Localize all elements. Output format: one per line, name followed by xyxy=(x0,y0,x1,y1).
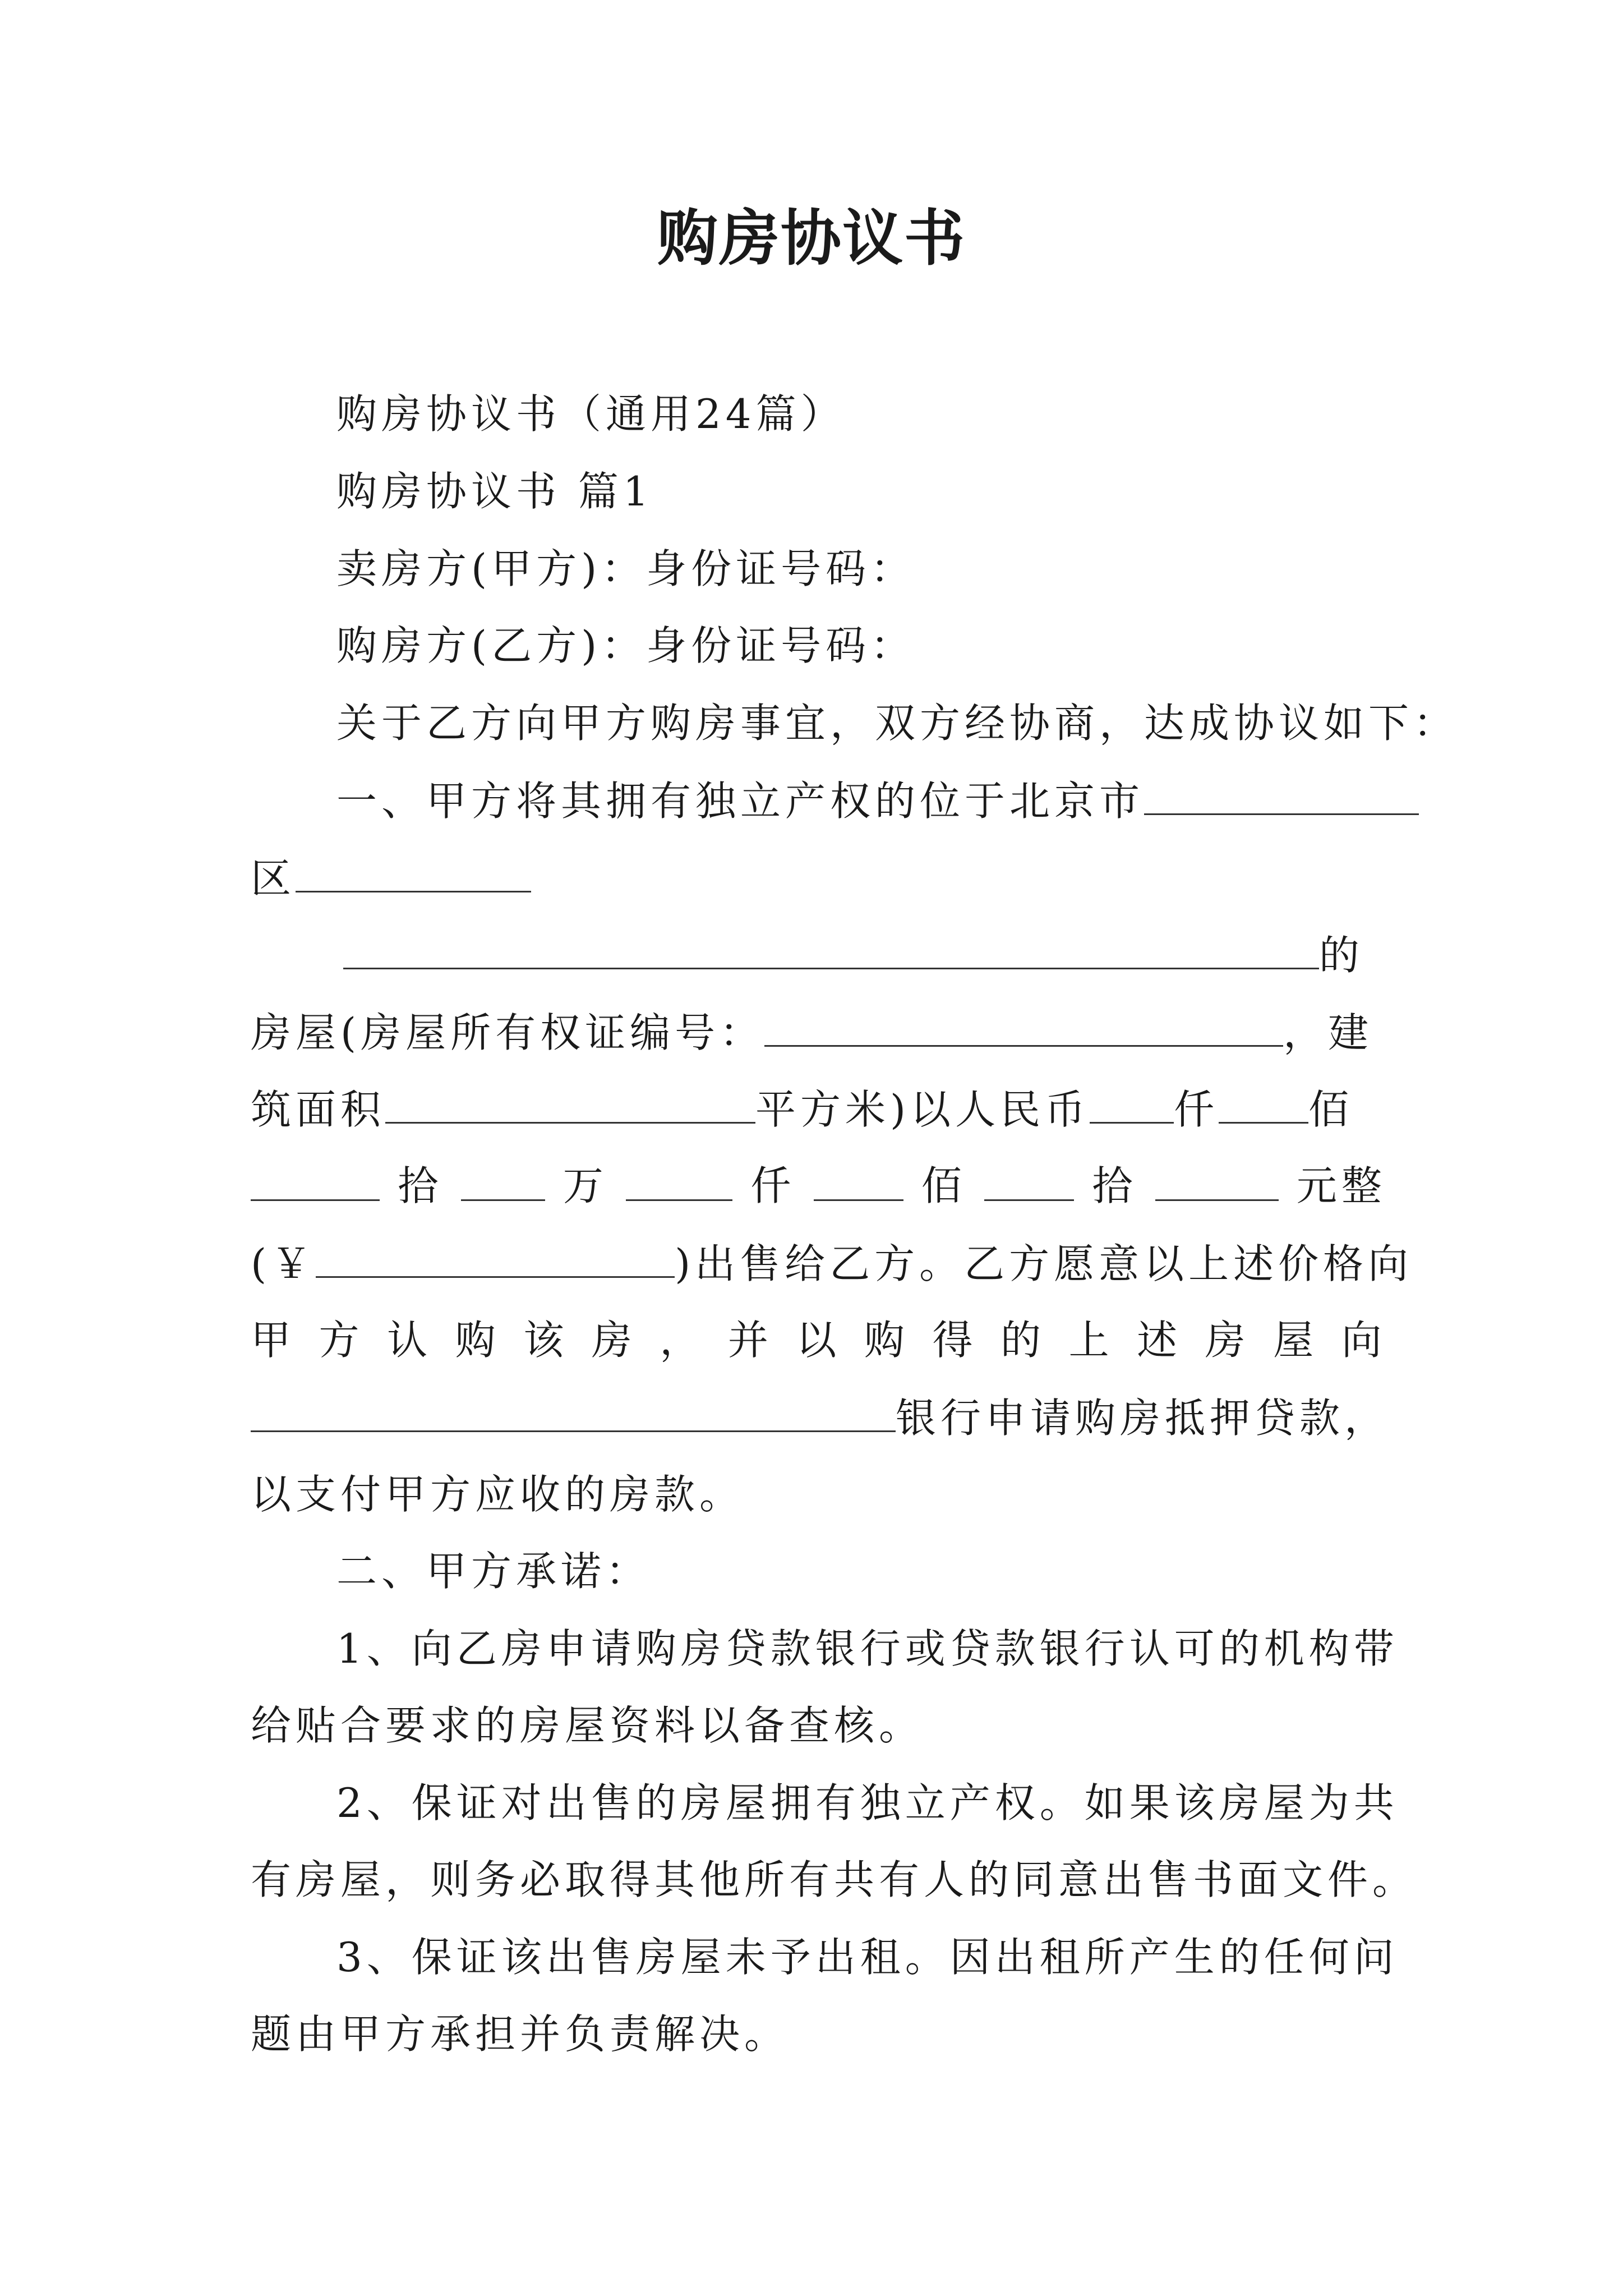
blank-field[interactable] xyxy=(984,1158,1074,1201)
blank-field[interactable] xyxy=(626,1158,732,1201)
clause-char: 房 xyxy=(1205,1317,1250,1364)
clause-char: 购 xyxy=(455,1317,500,1364)
clause-1-line-1 xyxy=(336,772,1386,829)
blank-field[interactable] xyxy=(385,1080,755,1124)
blank-field[interactable] xyxy=(316,1235,675,1278)
clause-1-line-5 xyxy=(251,1080,1386,1138)
clause-1-line-7 xyxy=(251,1235,1413,1292)
clause-1-line-10: 以支付甲方应收的房款。 xyxy=(251,1471,745,1518)
clause-text: 元整 xyxy=(1296,1162,1386,1209)
doc-subtitle: 购房协议书（通用24篇） xyxy=(336,390,846,438)
clause-char: 述 xyxy=(1137,1317,1182,1364)
clause-1-line-3 xyxy=(251,926,1386,983)
clause-1-line-8 xyxy=(251,1312,1386,1368)
blank-field[interactable] xyxy=(343,926,1319,969)
clause-char: 房 xyxy=(591,1317,637,1364)
clause-char: 上 xyxy=(1068,1317,1114,1364)
blank-field[interactable] xyxy=(764,1004,1283,1047)
clause-char: 方 xyxy=(319,1317,364,1364)
clause-text: 拾 xyxy=(1092,1162,1137,1209)
blank-field[interactable] xyxy=(296,849,531,892)
item-3-line-1: 3、保证该出售房屋未予出租。因出租所产生的任何问 xyxy=(336,1934,1399,1981)
blank-field[interactable] xyxy=(814,1158,903,1201)
section-2-heading: 二、甲方承诺： xyxy=(336,1548,651,1595)
clause-char: 该 xyxy=(523,1317,569,1364)
clause-char: 向 xyxy=(1341,1317,1386,1364)
seller-line: 卖房方(甲方)：身份证号码： xyxy=(336,545,916,592)
section-heading: 购房协议书 篇1 xyxy=(336,468,653,515)
clause-text: 佰 xyxy=(1308,1086,1354,1133)
document-title: 购房协议书 xyxy=(657,203,966,274)
clause-text: 仟 xyxy=(750,1162,796,1209)
blank-field[interactable] xyxy=(461,1158,545,1201)
clause-text: 佰 xyxy=(921,1162,966,1209)
item-1-line-2: 给贴合要求的房屋资料以备查核。 xyxy=(251,1702,924,1749)
clause-char: 认 xyxy=(387,1317,432,1364)
clause-char: 的 xyxy=(1000,1317,1046,1364)
clause-1-line-9 xyxy=(251,1389,1390,1446)
clause-char: ， xyxy=(660,1317,705,1364)
clause-text: 银行申请购房抵押贷款， xyxy=(896,1395,1390,1442)
blank-field[interactable] xyxy=(1219,1080,1308,1124)
clause-char: 并 xyxy=(727,1317,773,1364)
clause-text: 拾 xyxy=(398,1162,443,1209)
item-2-line-1: 2、保证对出售的房屋拥有独立产权。如果该房屋为共 xyxy=(336,1779,1399,1826)
blank-field[interactable] xyxy=(1144,772,1419,815)
clause-text: (￥ xyxy=(251,1240,316,1287)
item-2-line-2: 有房屋，则务必取得其他所有共有人的同意出售书面文件。 xyxy=(251,1856,1418,1903)
agreement-intro: 关于乙方向甲方购房事宜，双方经协商，达成协议如下： xyxy=(336,700,1459,747)
buyer-line: 购房方(乙方)：身份证号码： xyxy=(336,622,916,669)
item-1-line-1: 1、向乙房申请购房贷款银行或贷款银行认可的机构带 xyxy=(336,1625,1399,1672)
clause-text: 万 xyxy=(562,1162,608,1209)
clause-text: 平方米)以人民币 xyxy=(755,1086,1090,1133)
clause-text: 房屋(房屋所有权证编号： xyxy=(251,1009,765,1056)
clause-text: 区 xyxy=(251,855,296,902)
clause-char: 得 xyxy=(932,1317,978,1364)
clause-char: 屋 xyxy=(1273,1317,1318,1364)
clause-1-line-4 xyxy=(251,1004,1386,1061)
clause-text: 仟 xyxy=(1174,1086,1219,1133)
clause-text: )出售给乙方。乙方愿意以上述价格向 xyxy=(675,1240,1413,1287)
blank-field[interactable] xyxy=(1090,1080,1174,1124)
clause-char: 以 xyxy=(796,1317,841,1364)
item-3-line-2: 题由甲方承担并负责解决。 xyxy=(251,2010,790,2058)
blank-field[interactable] xyxy=(251,1158,380,1201)
clause-char: 甲 xyxy=(251,1317,296,1364)
clause-1-line-2 xyxy=(251,849,1386,907)
blank-field[interactable] xyxy=(1155,1158,1279,1201)
blank-field[interactable] xyxy=(251,1389,896,1432)
clause-text: ，建 xyxy=(1283,1009,1373,1056)
clause-char: 购 xyxy=(864,1317,909,1364)
clause-text: 的 xyxy=(1319,932,1364,979)
clause-text: 一、甲方将其拥有独立产权的位于北京市 xyxy=(336,777,1145,825)
clause-text: 筑面积 xyxy=(251,1086,386,1133)
clause-1-line-6 xyxy=(251,1158,1386,1214)
